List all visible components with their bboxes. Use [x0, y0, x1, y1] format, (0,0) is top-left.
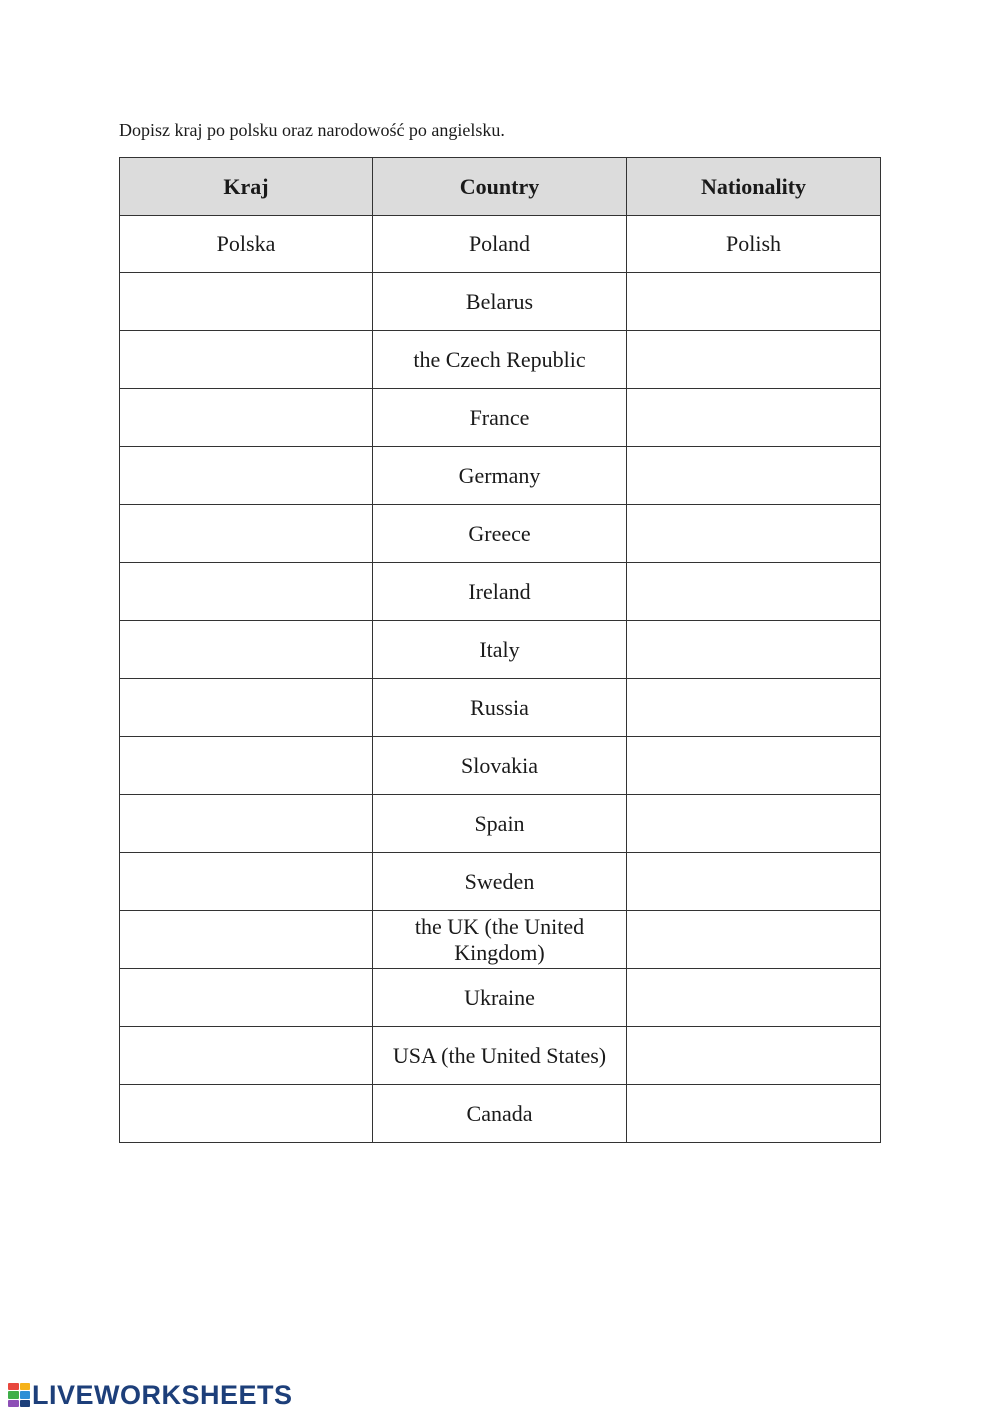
cell-nationality[interactable]: [627, 621, 881, 679]
cell-nationality[interactable]: [627, 1085, 881, 1143]
cell-nationality[interactable]: [627, 969, 881, 1027]
cell-kraj[interactable]: [120, 447, 373, 505]
cell-nationality[interactable]: [627, 911, 881, 969]
cell-country: Ukraine: [373, 969, 627, 1027]
cell-nationality[interactable]: [627, 389, 881, 447]
cell-nationality[interactable]: [627, 737, 881, 795]
table-row: [120, 1027, 881, 1085]
cell-country: Sweden: [373, 853, 627, 911]
cell-nationality[interactable]: [627, 563, 881, 621]
table-row: [120, 505, 881, 563]
table-row: [120, 1085, 881, 1143]
cell-kraj[interactable]: [120, 911, 373, 969]
logo-blocks-icon: [8, 1383, 30, 1407]
countries-table: [119, 157, 881, 1143]
cell-nationality[interactable]: [627, 679, 881, 737]
table-row: [120, 795, 881, 853]
table-row: [120, 853, 881, 911]
table-header-row: [120, 158, 881, 216]
cell-country: Poland: [373, 216, 627, 273]
table-row: [120, 969, 881, 1027]
table-row: [120, 621, 881, 679]
cell-country: Russia: [373, 679, 627, 737]
cell-country: USA (the United States): [373, 1027, 627, 1085]
table-row: [120, 911, 881, 969]
cell-kraj[interactable]: [120, 273, 373, 331]
cell-country: Germany: [373, 447, 627, 505]
cell-country: Canada: [373, 1085, 627, 1143]
cell-nationality[interactable]: [627, 447, 881, 505]
table-row: [120, 563, 881, 621]
cell-country: Ireland: [373, 563, 627, 621]
cell-country: the UK (the United Kingdom): [373, 911, 627, 969]
cell-nationality[interactable]: [627, 331, 881, 389]
header-nationality: Nationality: [627, 158, 881, 216]
table-row: [120, 447, 881, 505]
cell-kraj[interactable]: [120, 1027, 373, 1085]
cell-kraj[interactable]: [120, 389, 373, 447]
cell-nationality[interactable]: [627, 853, 881, 911]
cell-kraj[interactable]: [120, 969, 373, 1027]
cell-country: Italy: [373, 621, 627, 679]
header-country: Country: [373, 158, 627, 216]
cell-country: the Czech Republic: [373, 331, 627, 389]
cell-kraj[interactable]: [120, 737, 373, 795]
table-row: [120, 679, 881, 737]
cell-country: Slovakia: [373, 737, 627, 795]
cell-kraj[interactable]: [120, 621, 373, 679]
instruction-text: Dopisz kraj po polsku oraz narodowość po angielsku.: [119, 120, 505, 140]
logo-text: LIVEWORKSHEETS: [32, 1379, 293, 1410]
cell-nationality[interactable]: [627, 795, 881, 853]
cell-kraj[interactable]: [120, 331, 373, 389]
liveworksheets-logo: [8, 1380, 293, 1410]
cell-nationality[interactable]: [627, 273, 881, 331]
table-row: [120, 737, 881, 795]
header-kraj: Kraj: [120, 158, 373, 216]
cell-kraj[interactable]: [120, 795, 373, 853]
cell-country: Belarus: [373, 273, 627, 331]
table-row: [120, 331, 881, 389]
cell-country: France: [373, 389, 627, 447]
table-row: [120, 389, 881, 447]
cell-country: Spain: [373, 795, 627, 853]
table-row: [120, 273, 881, 331]
table-row: [120, 216, 881, 273]
cell-kraj[interactable]: [120, 1085, 373, 1143]
cell-kraj[interactable]: [120, 679, 373, 737]
cell-kraj[interactable]: [120, 853, 373, 911]
cell-kraj: Polska: [120, 216, 373, 273]
cell-country: Greece: [373, 505, 627, 563]
cell-nationality: Polish: [627, 216, 881, 273]
cell-kraj[interactable]: [120, 563, 373, 621]
cell-nationality[interactable]: [627, 1027, 881, 1085]
cell-kraj[interactable]: [120, 505, 373, 563]
cell-nationality[interactable]: [627, 505, 881, 563]
